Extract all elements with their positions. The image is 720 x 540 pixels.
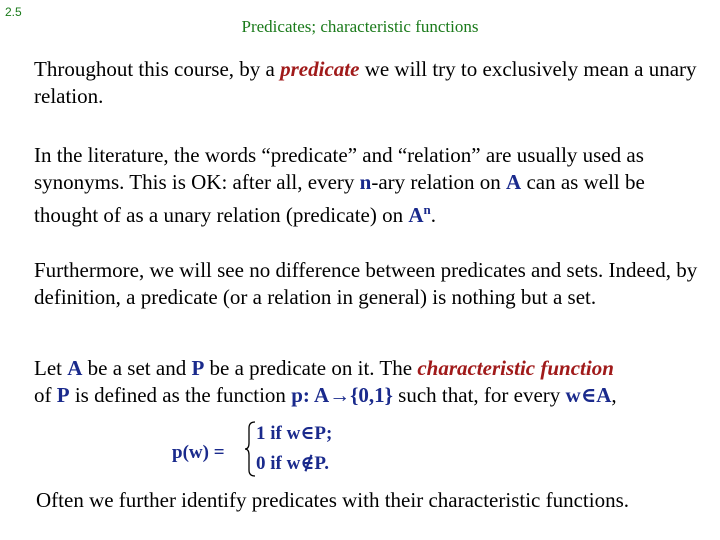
left-brace-icon xyxy=(244,420,256,478)
symbol-n: n xyxy=(359,170,372,194)
paragraph-closing: Often we further identify predicates with their characteristic functions. xyxy=(36,488,630,512)
formula-lhs: p(w) = xyxy=(172,442,225,463)
paragraph-sets: Furthermore, we will see no difference between predicates and sets. Indeed, by definition, a predicate (or a relation in general) is nothing but a set. xyxy=(34,258,698,309)
paragraph-predicate-definition: Throughout this course, by a predicate we will try to exclusively mean a unary relation. xyxy=(34,57,697,108)
symbol-A: A xyxy=(67,356,83,380)
paragraph-literature: In the literature, the words “predicate” and “relation” are usually used as synonyms. This is OK: after all, every n-ary relation on A can as well be thought of as a unary relation (predicate) on $A^n$. xyxy=(34,143,645,227)
term-characteristic-function: characteristic function xyxy=(417,356,614,380)
symbol-w-in-A: w∈A xyxy=(565,383,612,407)
function-signature: p: A→{0,1} xyxy=(291,383,393,407)
symbol-P: P xyxy=(191,356,205,380)
slide-number: 2.5 xyxy=(5,5,22,19)
symbol-A: A xyxy=(506,170,522,194)
term-predicate: predicate xyxy=(280,57,360,81)
symbol-A-power: $A^n$ xyxy=(408,202,431,227)
formula-case-2: 0 if w∉P. xyxy=(256,453,330,474)
slide-title: Predicates; characteristic functions xyxy=(241,17,479,36)
symbol-P: P xyxy=(56,383,70,407)
formula-case-1: 1 if w∈P; xyxy=(256,423,333,444)
paragraph-characteristic-function: Let A be a set and P be a predicate on it. The characteristic function of P is defined as the function p: A→{0,1} such that, for every w∈A, xyxy=(34,356,617,407)
